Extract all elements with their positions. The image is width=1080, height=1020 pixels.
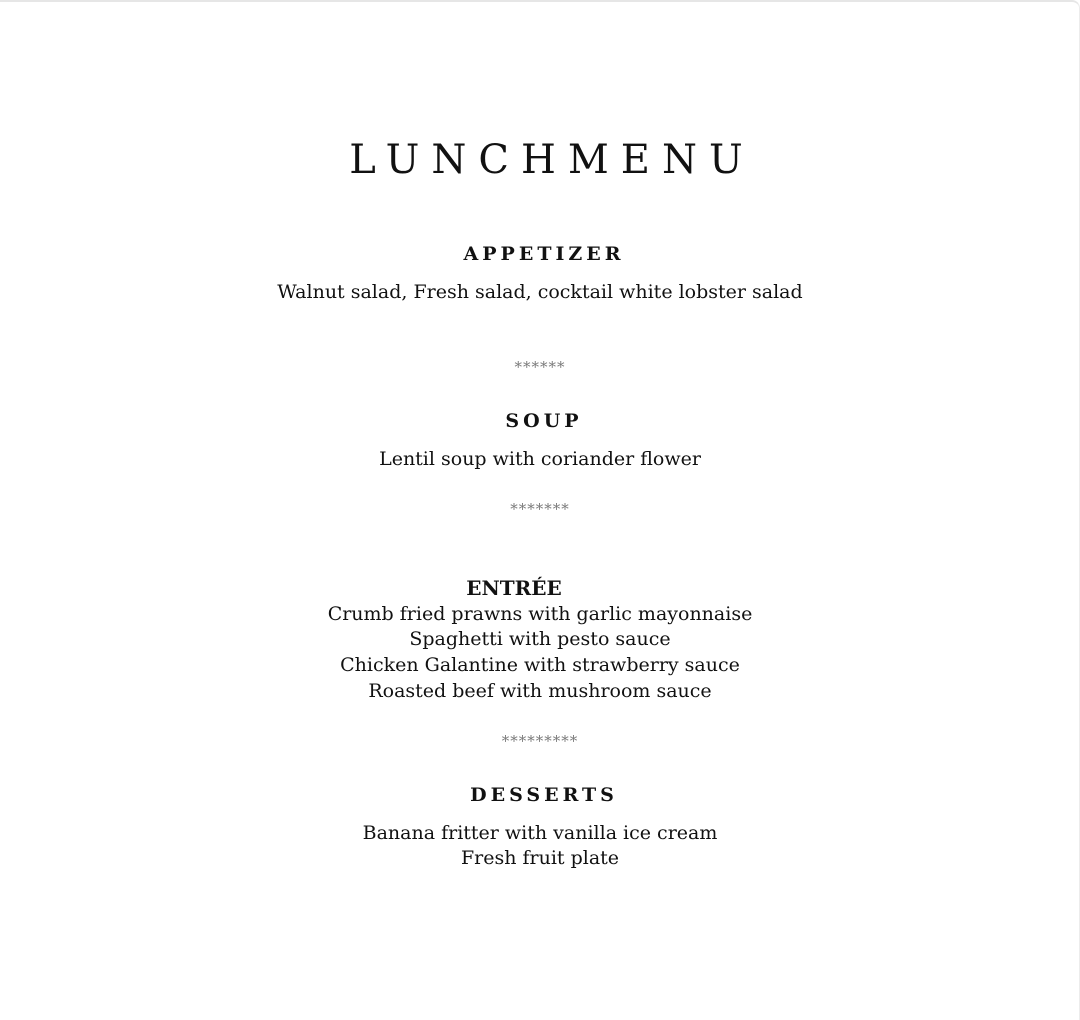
entree-item: Spaghetti with pesto sauce	[409, 628, 671, 650]
menu-title: LUNCHMENU	[349, 137, 755, 183]
dessert-item: Fresh fruit plate	[460, 847, 620, 869]
entree-heading: ENTRÉE	[466, 576, 562, 600]
dessert-item: Banana fritter with vanilla ice cream	[362, 822, 718, 844]
desserts-heading: DESSERTS	[470, 784, 618, 806]
entree-item: Roasted beef with mushroom sauce	[368, 680, 712, 702]
separator-3: *********	[501, 732, 579, 750]
soup-heading: SOUP	[505, 410, 583, 432]
appetizer-heading: APPETIZER	[463, 243, 625, 265]
soup-item: Lentil soup with coriander flower	[379, 448, 701, 470]
appetizer-item: Walnut salad, Fresh salad, cocktail white lobster salad	[277, 281, 803, 303]
separator-1: ******	[514, 358, 566, 376]
entree-item: Crumb fried prawns with garlic mayonnaise	[327, 603, 753, 625]
entree-item: Chicken Galantine with strawberry sauce	[340, 654, 740, 676]
separator-2: *******	[510, 500, 570, 518]
